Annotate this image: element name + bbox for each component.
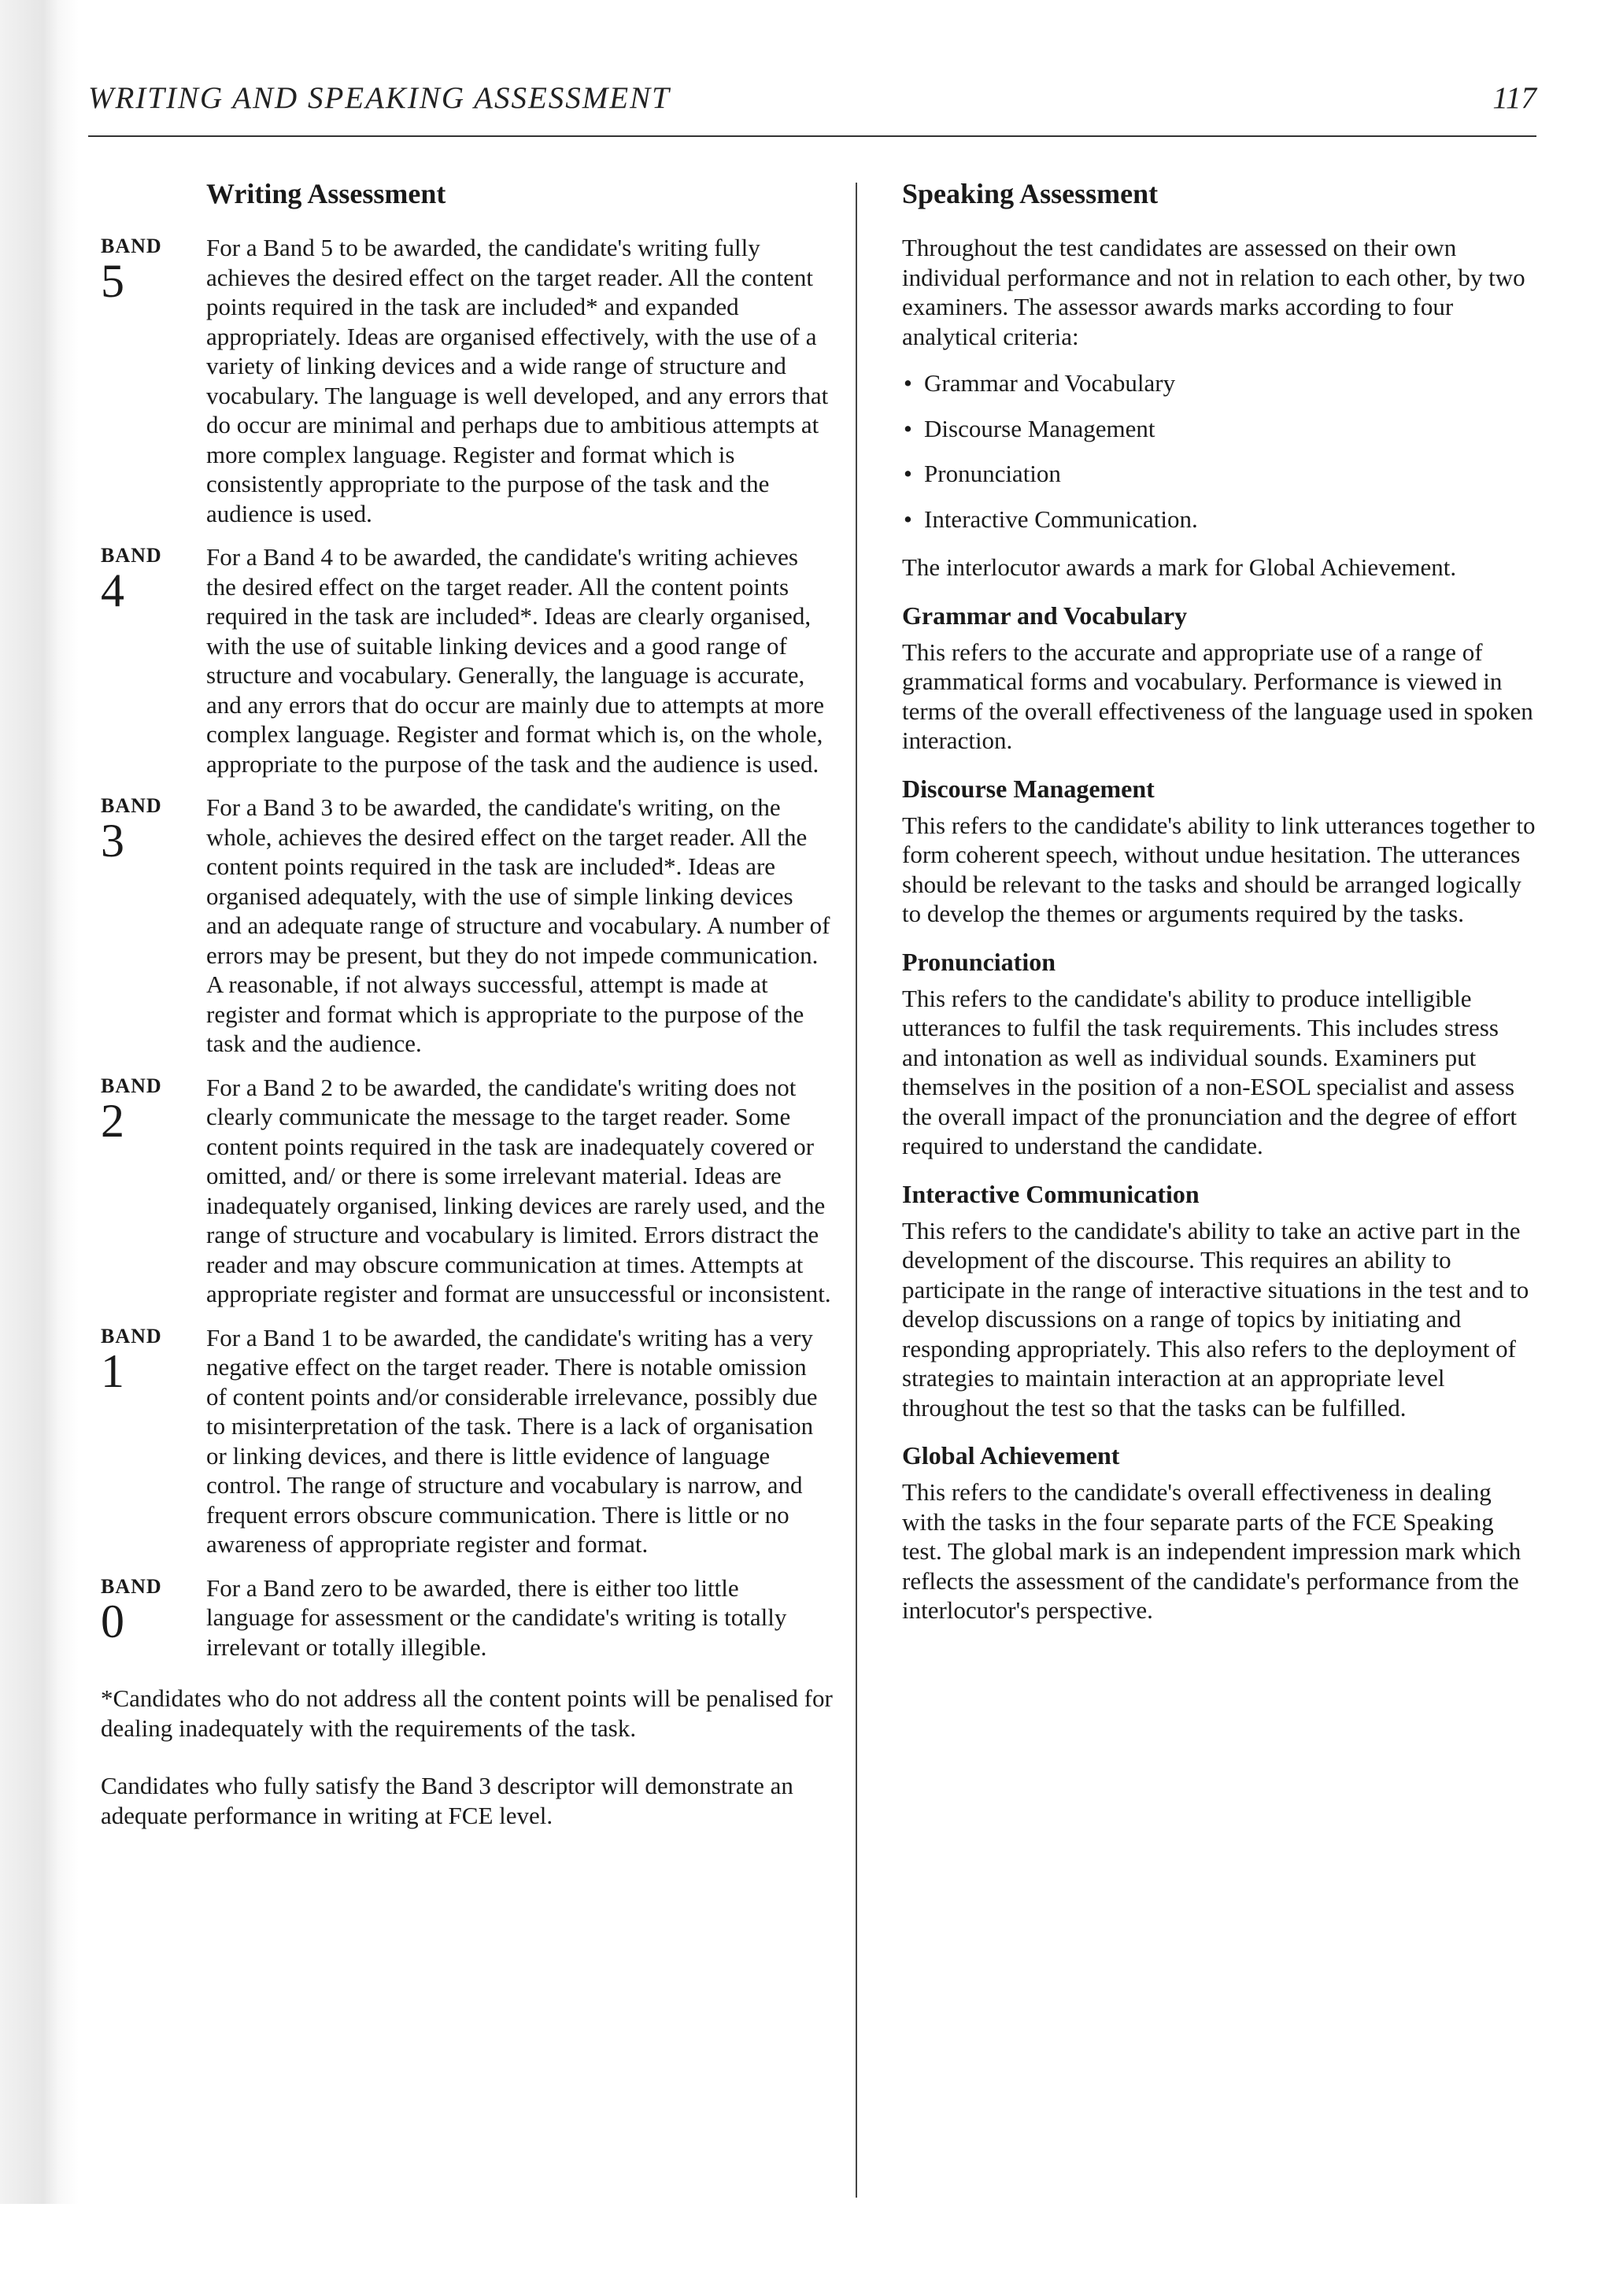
criterion-description: This refers to the accurate and appropriate use of a range of grammatical forms and vocabulary. Performance is viewed in terms of the overall effectiveness of the language used in spoken interaction. (902, 638, 1533, 754)
band-word: BAND (101, 1074, 162, 1097)
band-3-block (101, 793, 833, 1059)
page-number: 117 (1492, 81, 1536, 115)
band-number: 5 (101, 255, 124, 307)
criterion-description: This refers to the candidate's overall effectiveness in dealing with the tasks in the four separate parts of the FCE Speaking test. The global mark is an independent impression mark which reflects the assessment of the candidate's performance from the interlocutor's perspective. (902, 1478, 1521, 1624)
band-label (101, 542, 206, 616)
criterion-heading: Grammar and Vocabulary (902, 601, 1188, 630)
band-number: 0 (101, 1595, 124, 1647)
band-word: BAND (101, 1574, 162, 1598)
band-1-block (101, 1323, 833, 1559)
band-label (101, 1323, 206, 1397)
criterion-description: This refers to the candidate's ability to take an active part in the development of the discourse. This requires an ability to participate in the range of interactive situations in the test and to develop discussions on a range of topics by initiating and responding appropriately. This also refers to the deployment of strategies to maintain interaction at an appropriate level throughout the test so that the tasks can be fulfilled. (902, 1216, 1529, 1422)
band-description: For a Band 5 to be awarded, the candidate's writing fully achieves the desired effect on the target reader. All the content points required in the task are included* and expanded appropriately. Ideas are organised effectively, with the use of a variety of linking devices and a wide range of structure and vocabulary. The language is well developed, and any errors that do occur are minimal and perhaps due to ambitious attempts at more complex language. Register and format which is consistently appropriate to the purpose of the task and the audience is used. (206, 234, 829, 527)
criteria-item: • Interactive Communication. (902, 505, 1540, 534)
band-number: 2 (101, 1094, 124, 1147)
speaking-assessment-column (902, 175, 1540, 1643)
speaking-intro: Throughout the test candidates are assessed on their own individual performance and not in relation to each other, by two examiners. The assessor awards marks according to four analytical criteria: (902, 234, 1525, 350)
band-number: 3 (101, 815, 124, 867)
interlocutor-note: The interlocutor awards a mark for Global Achievement. (902, 553, 1457, 581)
criterion-heading: Global Achievement (902, 1441, 1120, 1470)
band-description: For a Band 2 to be awarded, the candidate's writing does not clearly communicate the message to the target reader. Some content points required in the task are inadequately covered or omitted, and/ or there is some irrelevant material. Ideas are inadequately organised, linking devices are rarely used, and the range of structure and vocabulary is limited. Errors distract the reader and may obscure communication at times. Attempts at appropriate register and format are unsuccessful or inconsistent. (206, 1073, 831, 1307)
criterion-section-pronunciation (902, 946, 1540, 1161)
criterion-section-grammar (902, 600, 1540, 756)
header-rule (88, 135, 1536, 137)
running-head-title: WRITING AND SPEAKING ASSESSMENT (88, 81, 671, 115)
band-description: For a Band 1 to be awarded, the candidate's writing has a very negative effect on the target reader. There is notable omission of content points and/or considerable irrelevance, possibly due to misinterpretation of the task. There is a lack of organisation or linking devices, and there is little evidence of language control. The range of structure and vocabulary is narrow, and frequent errors obscure communication. There is little or no awareness of appropriate register and format. (206, 1323, 818, 1558)
band-word: BAND (101, 235, 162, 257)
criteria-item: • Grammar and Vocabulary (902, 368, 1540, 398)
criterion-section-interactive (902, 1178, 1540, 1423)
band-label (101, 1073, 206, 1147)
criterion-heading: Pronunciation (902, 947, 1056, 976)
criterion-description: This refers to the candidate's ability to link utterances together to form coherent speech, without undue hesitation. The utterances should be relevant to the tasks and should be arranged logically to develop the themes or arguments required by the tasks. (902, 811, 1536, 927)
band-description: For a Band 4 to be awarded, the candidate's writing achieves the desired effect on the target reader. All the content points required in the task are included*. Ideas are clearly organised, with the use of suitable linking devices and a good range of structure and vocabulary. Generally, the language is accurate, and any errors that do occur are mainly due to attempts at more complex language. Register and format which is, on the whole, appropriate to the purpose of the task and the audience is used. (206, 543, 825, 778)
column-divider (856, 183, 857, 2198)
band-label (101, 233, 206, 307)
band-number: 1 (101, 1344, 124, 1397)
content-points-footnote: *Candidates who do not address all the content points will be penalised for dealing inadequately with the requirements of the task. (101, 1684, 833, 1742)
criteria-item: • Discourse Management (902, 414, 1540, 444)
band-label (101, 793, 206, 867)
band-4-block (101, 542, 833, 778)
criterion-heading: Discourse Management (902, 774, 1155, 803)
criteria-item: • Pronunciation (902, 459, 1540, 489)
band-0-block (101, 1573, 833, 1662)
band-word: BAND (101, 1324, 162, 1348)
criterion-heading: Interactive Communication (902, 1179, 1200, 1208)
writing-assessment-title: Writing Assessment (206, 178, 446, 209)
band-word: BAND (101, 794, 162, 817)
criteria-list (902, 368, 1540, 534)
band-word: BAND (101, 544, 162, 567)
band-2-block (101, 1073, 833, 1309)
page-spine-shadow (0, 0, 79, 2204)
criterion-section-discourse (902, 773, 1540, 929)
band-number: 4 (101, 564, 124, 616)
band-label (101, 1573, 206, 1647)
band-description: For a Band zero to be awarded, there is either too little language for assessment or the candidate's writing is totally irrelevant or totally illegible. (206, 1573, 787, 1661)
criterion-description: This refers to the candidate's ability to produce intelligible utterances to fulfil the task requirements. This includes stress and intonation as well as individual sounds. Examiners put themselves in the position of a non-ESOL specialist and assess the overall impact of the pronunciation and the degree of effort required to understand the candidate. (902, 984, 1518, 1159)
criterion-section-global (902, 1440, 1540, 1625)
speaking-assessment-title: Speaking Assessment (902, 178, 1159, 209)
writing-assessment-column (101, 175, 833, 1830)
band-3-closing-note: Candidates who fully satisfy the Band 3 descriptor will demonstrate an adequate performance in writing at FCE level. (101, 1772, 793, 1829)
band-description: For a Band 3 to be awarded, the candidate's writing, on the whole, achieves the desired effect on the target reader. All the content points required in the task are included*. Ideas are organised adequately, with the use of simple linking devices and an adequate range of structure and vocabulary. A number of errors may be present, but they do not impede communication. A reasonable, if not always successful, attempt is made at register and format which is appropriate to the purpose of the task and the audience. (206, 793, 830, 1057)
band-5-block (101, 233, 833, 528)
